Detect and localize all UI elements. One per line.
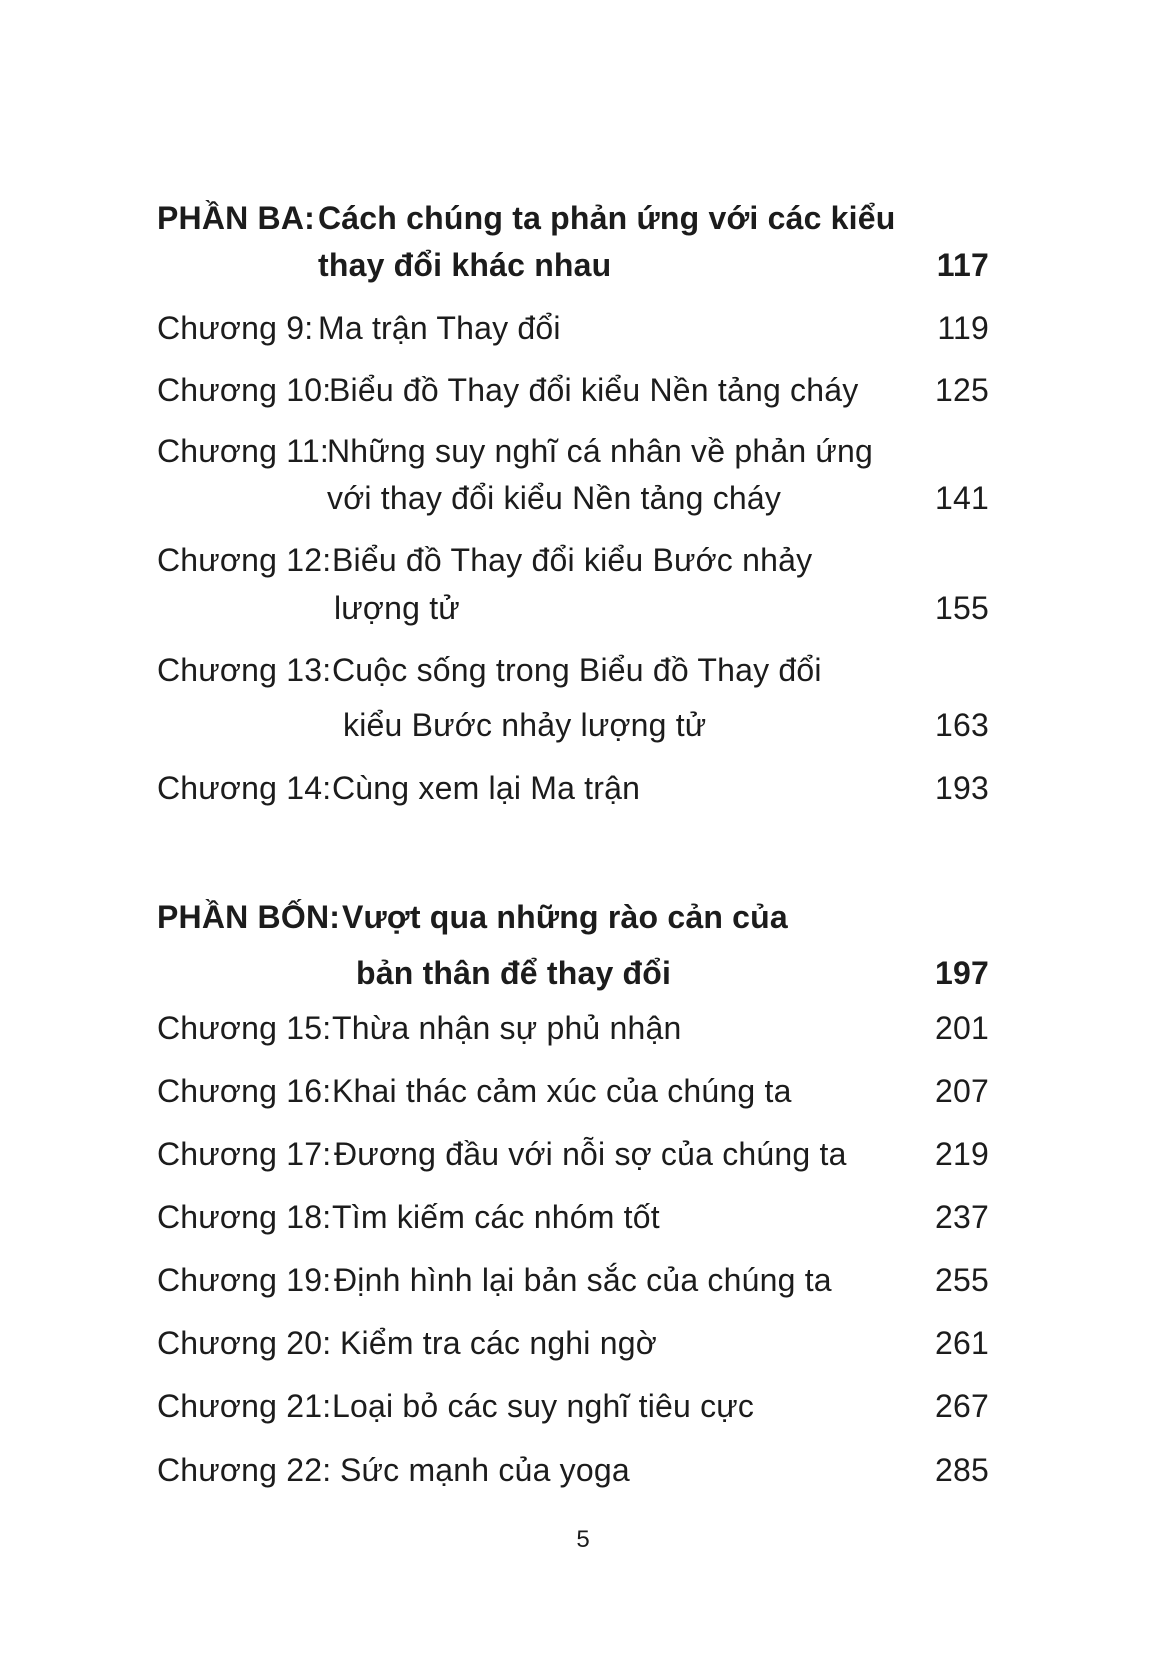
chapter-page-number: 237 — [935, 1199, 989, 1235]
toc-entry — [157, 1318, 989, 1368]
chapter-label: Chương 10: — [157, 372, 332, 408]
chapter-title: Sức mạnh của yoga — [340, 1452, 630, 1488]
part-heading-continued — [157, 948, 989, 998]
chapter-page-number: 207 — [935, 1073, 989, 1109]
chapter-label: Chương 13: — [157, 652, 332, 688]
toc-entry — [157, 763, 989, 813]
part-title: Cách chúng ta phản ứng với các kiểu — [318, 200, 896, 236]
chapter-page-number: 261 — [935, 1325, 989, 1361]
chapter-page-number: 141 — [935, 480, 989, 516]
toc-entry-continued — [157, 473, 989, 523]
chapter-label: Chương 15: — [157, 1010, 332, 1046]
chapter-title: Thừa nhận sự phủ nhận — [332, 1010, 682, 1046]
toc-entry — [157, 1066, 989, 1116]
toc-entry-continued — [157, 700, 989, 750]
part-heading — [157, 892, 989, 942]
chapter-title-continued: với thay đổi kiểu Nền tảng cháy — [327, 480, 782, 516]
chapter-title-continued: lượng tử — [334, 590, 460, 626]
toc-entry — [157, 1003, 989, 1053]
chapter-label: Chương 22: — [157, 1452, 332, 1488]
chapter-label: Chương 9: — [157, 310, 314, 346]
chapter-label: Chương 17: — [157, 1136, 332, 1172]
toc-entry — [157, 1381, 989, 1431]
chapter-title: Biểu đồ Thay đổi kiểu Nền tảng cháy — [329, 372, 859, 408]
part-label: PHẦN BỐN: — [157, 899, 341, 935]
chapter-title: Những suy nghĩ cá nhân về phản ứng — [327, 433, 874, 469]
chapter-page-number: 285 — [935, 1452, 989, 1488]
toc-entry — [157, 645, 989, 695]
chapter-label: Chương 20: — [157, 1325, 332, 1361]
chapter-title: Ma trận Thay đổi — [318, 310, 561, 346]
chapter-page-number: 119 — [937, 310, 989, 346]
part-heading-continued — [157, 240, 989, 290]
chapter-page-number: 255 — [935, 1262, 989, 1298]
part-page-number: 197 — [935, 955, 989, 991]
chapter-page-number: 163 — [935, 707, 989, 743]
toc-entry — [157, 426, 989, 476]
toc-entry — [157, 535, 989, 585]
chapter-title: Đương đầu với nỗi sợ của chúng ta — [334, 1136, 847, 1172]
chapter-title: Biểu đồ Thay đổi kiểu Bước nhảy — [332, 542, 813, 578]
chapter-title-continued: kiểu Bước nhảy lượng tử — [343, 707, 707, 743]
chapter-title: Khai thác cảm xúc của chúng ta — [332, 1073, 792, 1109]
part-heading — [157, 193, 989, 243]
chapter-title: Cuộc sống trong Biểu đồ Thay đổi — [332, 652, 822, 688]
chapter-label: Chương 16: — [157, 1073, 332, 1109]
chapter-title: Loại bỏ các suy nghĩ tiêu cực — [332, 1388, 755, 1424]
chapter-page-number: 155 — [935, 590, 989, 626]
chapter-page-number: 219 — [935, 1136, 989, 1172]
chapter-title: Định hình lại bản sắc của chúng ta — [334, 1262, 832, 1298]
page-number: 5 — [576, 1526, 590, 1553]
chapter-label: Chương 21: — [157, 1388, 332, 1424]
chapter-page-number: 201 — [935, 1010, 989, 1046]
toc-entry — [157, 1129, 989, 1179]
chapter-title: Cùng xem lại Ma trận — [332, 770, 641, 806]
chapter-title: Tìm kiếm các nhóm tốt — [332, 1199, 660, 1235]
chapter-label: Chương 14: — [157, 770, 332, 806]
chapter-label: Chương 18: — [157, 1199, 332, 1235]
part-title: Vượt qua những rào cản của — [342, 899, 788, 935]
toc-entry-continued — [157, 583, 989, 633]
chapter-page-number: 125 — [935, 372, 989, 408]
chapter-label: Chương 12: — [157, 542, 332, 578]
part-title-continued: bản thân để thay đổi — [356, 955, 672, 991]
toc-entry — [157, 303, 989, 353]
chapter-page-number: 267 — [935, 1388, 989, 1424]
part-label: PHẦN BA: — [157, 200, 316, 236]
chapter-title: Kiểm tra các nghi ngờ — [340, 1325, 657, 1361]
toc-entry — [157, 1445, 989, 1495]
toc-entry — [157, 365, 989, 415]
chapter-label: Chương 19: — [157, 1262, 332, 1298]
chapter-page-number: 193 — [935, 770, 989, 806]
toc-entry — [157, 1192, 989, 1242]
chapter-label: Chương 11: — [157, 433, 329, 469]
part-title-continued: thay đổi khác nhau — [318, 247, 612, 283]
part-page-number: 117 — [936, 247, 989, 283]
toc-entry — [157, 1255, 989, 1305]
